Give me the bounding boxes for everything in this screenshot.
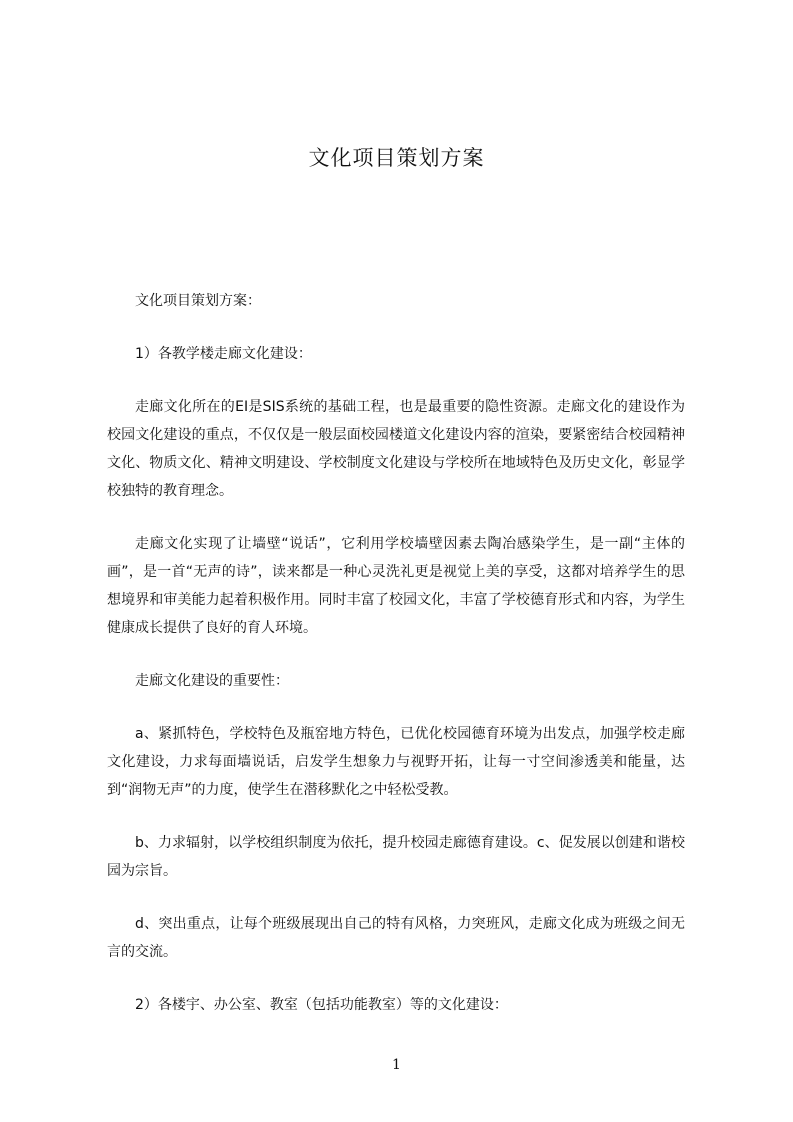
paragraph-item-a: a、紧抓特色，学校特色及瓶窑地方特色，已优化校园德育环境为出发点，加强学校走廊文化建设，力求每面墙说话，启发学生想象力与视野开拓，让每一寸空间渗透美和能量，达到“润物无声”的力度，使学生在潜移默化之中轻松受教。 [107, 726, 685, 798]
paragraph-importance-heading: 走廊文化建设的重要性： [135, 673, 289, 689]
paragraph-corridor-culture-intro: 走廊文化所在的EI是SIS系统的基础工程，也是最重要的隐性资源。走廊文化的建设作为校园文化建设的重点，不仅仅是一般层面校园楼道文化建设内容的渲染，要紧密结合校园精神文化、物质文化、精神文明建设、学校制度文化建设与学校所在地域特色及历史文化，彰显学校独特的教育理念。 [107, 399, 685, 499]
paragraph-plan-heading: 文化项目策划方案： [135, 293, 261, 309]
paragraph-section-2-heading: 2）各楼宇、办公室、教室（包括功能教室）等的文化建设： [135, 997, 508, 1013]
paragraph-item-b-c: b、力求辐射，以学校组织制度为依托，提升校园走廊德育建设。c、促发展以创建和谐校园为宗旨。 [107, 835, 685, 879]
document-body [107, 287, 685, 1019]
paragraph-item-d: d、突出重点，让每个班级展现出自己的特有风格，力突班风，走廊文化成为班级之间无言的交流。 [107, 916, 685, 960]
paragraph-walls-speak: 走廊文化实现了让墙壁“说话”，它利用学校墙壁因素去陶冶感染学生，是一副“主体的画”，是一首“无声的诗”，读来都是一种心灵洗礼更是视觉上美的享受，这都对培养学生的思想境界和审美能力起着积极作用。同时丰富了校园文化，丰富了学校德育形式和内容，为学生健康成长提供了良好的育人环境。 [107, 536, 685, 636]
page-number: 1 [392, 1057, 401, 1073]
paragraph-section-1-heading: 1）各教学楼走廊文化建设： [135, 346, 312, 362]
document-title: 文化项目策划方案 [308, 146, 485, 170]
